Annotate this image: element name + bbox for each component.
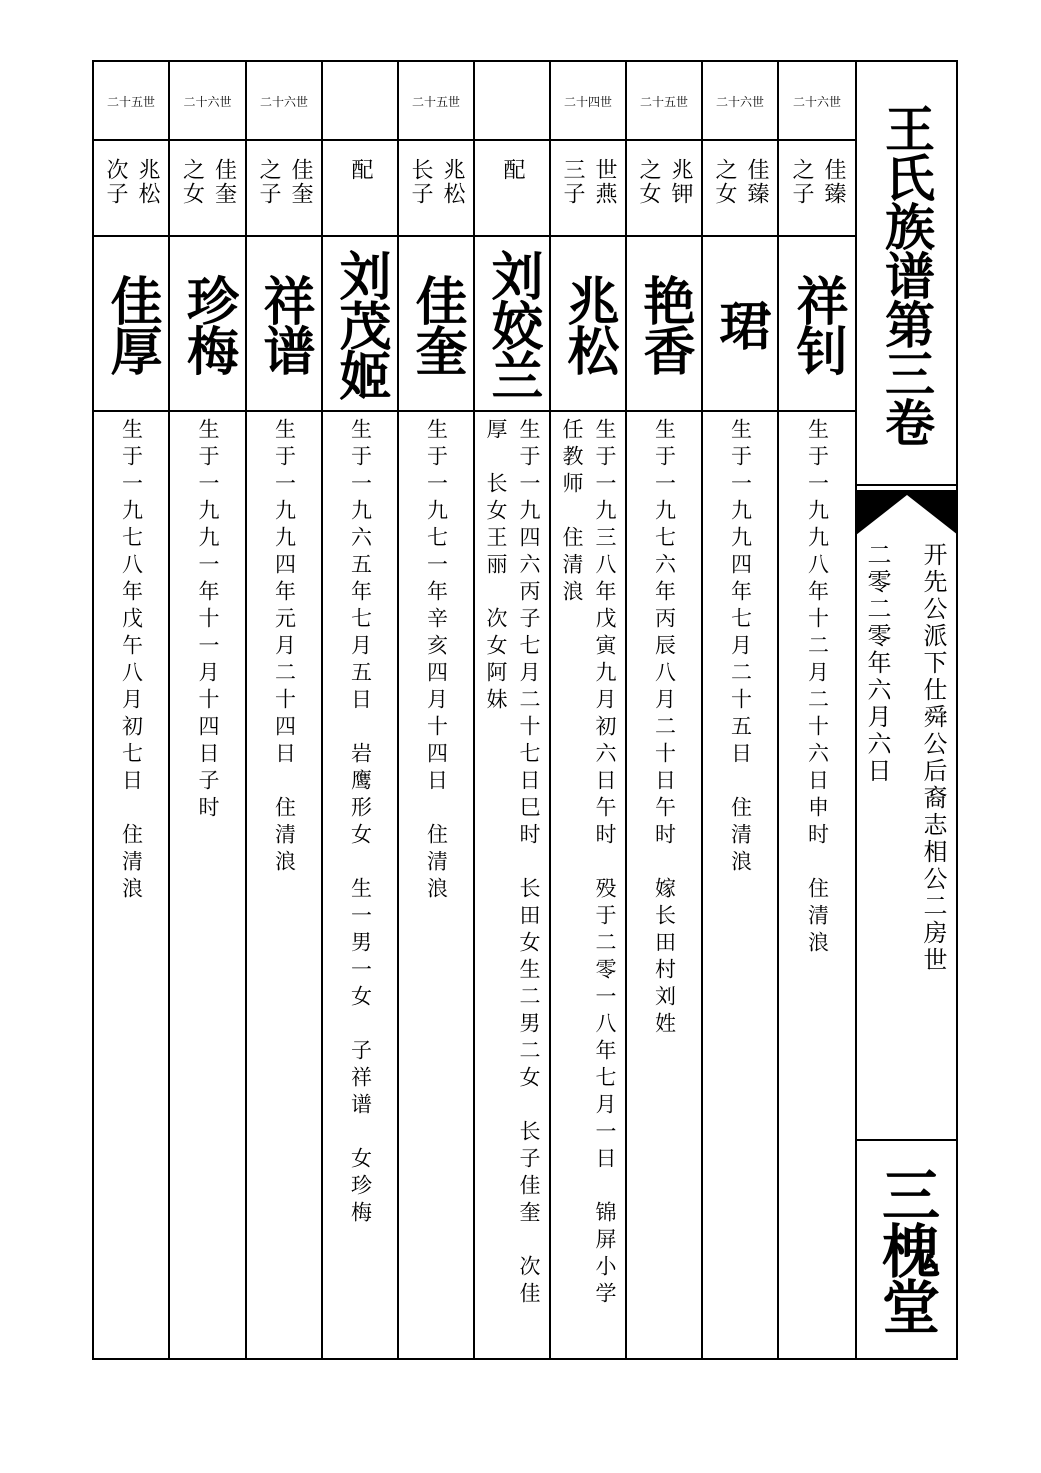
detail-cell (703, 418, 777, 1353)
detail-cell (323, 418, 397, 1353)
detail-text: 生于一九九八年十二月二十六日申时 住清浪 (805, 418, 830, 958)
detail-cell (627, 418, 701, 1353)
detail-text: 生于一九九四年七月二十五日 住清浪 (728, 418, 753, 877)
person-name: 祥谱 (254, 274, 315, 374)
detail-cell (247, 418, 321, 1353)
generation-label: 二十五世 (106, 94, 155, 109)
relation-cell (475, 142, 549, 234)
detail-text: 生于一九七一年辛亥四月十四日 住清浪 (424, 418, 449, 904)
relation-cell (170, 142, 245, 234)
generation-label (475, 62, 549, 140)
person-name: 艳香 (634, 274, 695, 374)
relation-cell (703, 142, 777, 234)
detail-text: 生于一九九四年元月二十四日 住清浪 (272, 418, 297, 877)
person-name: 祥钊 (787, 274, 848, 374)
title-divider (856, 484, 958, 486)
generation-label (323, 62, 397, 140)
detail-cell (170, 418, 245, 1353)
outer-border-line (956, 60, 958, 1360)
hall-name-cell (858, 1143, 954, 1355)
detail-cell (551, 418, 625, 1353)
relation-text: 之子 (256, 158, 281, 206)
person-name-cell (399, 238, 473, 410)
person-name-cell (323, 238, 397, 410)
person-name-cell (551, 238, 625, 410)
person-name: 珺 (710, 299, 771, 349)
column-divider (855, 60, 857, 1360)
person-name-cell (475, 238, 549, 410)
generation-label: 二十六世 (715, 94, 764, 109)
detail-cell (399, 418, 473, 1353)
relation-text: 配 (348, 158, 373, 182)
compile-date: 二零二零年六月六日 (863, 542, 891, 785)
book-title: 王氏族谱第三卷 (877, 102, 936, 446)
relation-cell (551, 142, 625, 234)
detail-cell (94, 418, 168, 1353)
relation-text: 佳臻 (744, 158, 769, 206)
person-name-cell (627, 238, 701, 410)
relation-text: 兆松 (135, 158, 160, 206)
detail-text: 任教师 住清浪 (560, 418, 584, 607)
detail-cell (475, 418, 549, 1353)
detail-text: 生于一九七六年丙辰八月二十日午时 嫁长田村刘姓 (652, 418, 677, 1039)
relation-cell (627, 142, 701, 234)
relation-cell (779, 142, 855, 234)
relation-text: 兆松 (440, 158, 465, 206)
relation-text: 次子 (103, 158, 128, 206)
detail-text: 生于一九九一年十一月十四日子时 (196, 418, 220, 823)
relation-text: 佳奎 (288, 158, 313, 206)
person-name-cell (247, 238, 321, 410)
generation-label: 二十六世 (183, 94, 232, 109)
relation-cell (94, 142, 168, 234)
relation-text: 长子 (408, 158, 433, 206)
generation-label: 二十五世 (411, 94, 460, 109)
person-name: 佳厚 (101, 274, 162, 374)
lineage-text: 开先公派下仕舜公后裔志相公二房世 (919, 542, 947, 974)
relation-text: 世燕 (592, 158, 617, 206)
title-ornament (856, 491, 958, 535)
person-name-cell (779, 238, 855, 410)
person-name-cell (170, 238, 245, 410)
relation-text: 之女 (712, 158, 737, 206)
relation-text: 佳奎 (211, 158, 237, 206)
relation-text: 之子 (789, 158, 814, 206)
relation-text: 三子 (560, 158, 585, 206)
person-name: 珍梅 (177, 274, 239, 374)
generation-label: 二十六世 (259, 94, 308, 109)
detail-text: 生于一九四六丙子七月二十七日巳时 长田女生二男二女 长子佳奎 次佳 (517, 418, 541, 1309)
bottom-border (92, 1358, 958, 1360)
relation-text: 佳臻 (821, 158, 846, 206)
book-title-cell (858, 64, 954, 484)
detail-text: 生于一九七八年戊午八月初七日 住清浪 (119, 418, 144, 904)
relation-cell (399, 142, 473, 234)
hall-divider (856, 1139, 958, 1141)
person-name-cell (703, 238, 777, 410)
hall-name: 三槐堂 (872, 1165, 940, 1333)
detail-text: 生于一九六五年七月五日 岩鹰形女 生一男一女 子祥谱 女珍梅 (348, 418, 373, 1228)
person-name: 刘茂姬 (330, 249, 391, 399)
person-name: 佳奎 (406, 274, 467, 374)
relation-text: 之女 (636, 158, 661, 206)
generation-label: 二十四世 (563, 94, 612, 109)
person-name: 兆松 (558, 274, 619, 374)
detail-text: 厚 长女王丽 次女阿妹 (484, 418, 508, 715)
relation-cell (247, 142, 321, 234)
generation-label: 二十五世 (639, 94, 688, 109)
person-name: 刘姣兰 (482, 249, 543, 399)
relation-text: 之女 (179, 158, 205, 206)
relation-text: 配 (500, 158, 525, 182)
detail-text: 生于一九三八年戊寅九月初六日午时 殁于二零一八年七月一日 锦屏小学 (593, 418, 617, 1309)
relation-text: 兆钾 (668, 158, 693, 206)
person-name-cell (94, 238, 168, 410)
generation-label: 二十六世 (792, 94, 841, 109)
relation-cell (323, 142, 397, 234)
detail-cell (779, 418, 855, 1353)
